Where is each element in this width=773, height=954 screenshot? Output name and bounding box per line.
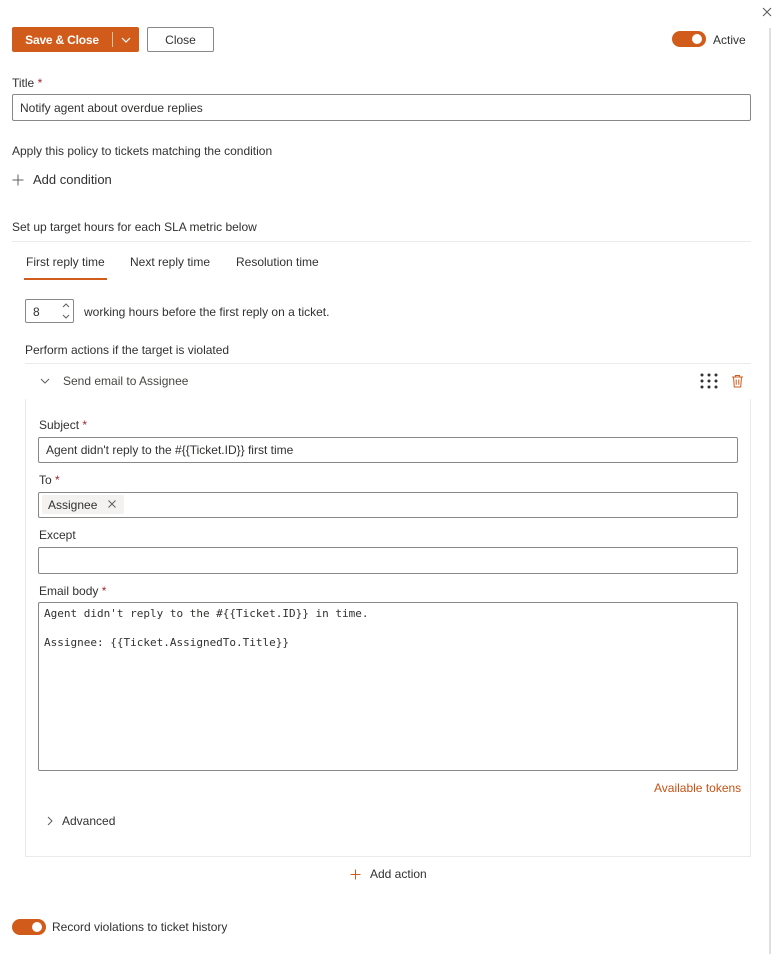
scrollbar[interactable] [769,28,771,954]
divider [25,363,751,364]
plus-icon [350,869,361,880]
available-tokens-link[interactable]: Available tokens [654,781,742,795]
add-action-label: Add action [370,867,427,881]
add-condition-label: Add condition [33,172,112,187]
required-mark: * [37,76,43,90]
action-collapse-toggle[interactable] [40,374,188,388]
spin-arrows-icon[interactable] [61,301,71,321]
toggle-knob [692,34,702,44]
required-mark: * [101,584,107,598]
email-body-label-text: Email body [39,584,99,598]
except-input[interactable] [38,547,738,574]
active-toggle[interactable] [672,31,706,47]
title-input[interactable]: Notify agent about overdue replies [12,94,751,121]
except-label: Except [39,528,76,542]
save-options-dropdown[interactable] [113,27,139,52]
required-mark: * [82,418,88,432]
action-title: Send email to Assignee [63,374,189,388]
to-label-text: To [39,473,52,487]
condition-heading: Apply this policy to tickets matching the condition [12,144,273,158]
required-mark: * [55,473,60,487]
hours-suffix: working hours before the first reply on a ticket. [84,305,330,319]
save-close-split-button [12,27,139,52]
plus-icon [12,174,24,186]
sla-heading: Set up target hours for each SLA metric below [12,220,257,234]
chevron-right-icon [47,816,53,826]
recipient-token-label: Assignee [48,497,98,512]
violation-heading: Perform actions if the target is violated [25,343,230,357]
chevron-down-icon [121,37,131,43]
save-close-button[interactable]: Save & Close [25,32,99,47]
subject-label [39,418,87,432]
advanced-expander[interactable] [47,814,115,828]
advanced-label: Advanced [62,814,116,828]
selected-tab-indicator [24,278,107,280]
remove-token-icon[interactable] [108,500,116,508]
subject-label-text: Subject [39,418,80,432]
close-button[interactable]: Close [147,27,214,52]
hours-spin-input[interactable] [25,299,74,323]
email-body-label [39,584,106,598]
add-condition-button[interactable] [12,172,112,187]
divider [12,241,751,242]
title-label [12,76,42,90]
drag-handle-icon[interactable] [700,373,718,392]
subject-input[interactable]: Agent didn't reply to the #{{Ticket.ID}} first time [38,437,738,463]
tab-resolution-time[interactable]: Resolution time [236,255,319,269]
to-input[interactable] [38,492,738,518]
toggle-knob [32,922,42,932]
to-label [39,473,60,487]
close-panel-icon[interactable] [760,5,773,19]
record-history-label: Record violations to ticket history [52,920,228,934]
tab-first-reply-time[interactable]: First reply time [26,255,105,269]
email-body-textarea[interactable]: Agent didn't reply to the #{{Ticket.ID}} in time. Assignee: {{Ticket.AssignedTo.Title}} [38,602,738,771]
hours-value: 8 [33,305,40,319]
title-label-text: Title [12,76,35,90]
recipient-token [42,495,124,514]
add-action-button[interactable] [350,867,427,881]
delete-trash-icon[interactable] [731,374,744,391]
chevron-down-icon [40,378,50,384]
active-label: Active [713,33,746,47]
record-history-toggle[interactable] [12,919,46,935]
tab-next-reply-time[interactable]: Next reply time [130,255,211,269]
